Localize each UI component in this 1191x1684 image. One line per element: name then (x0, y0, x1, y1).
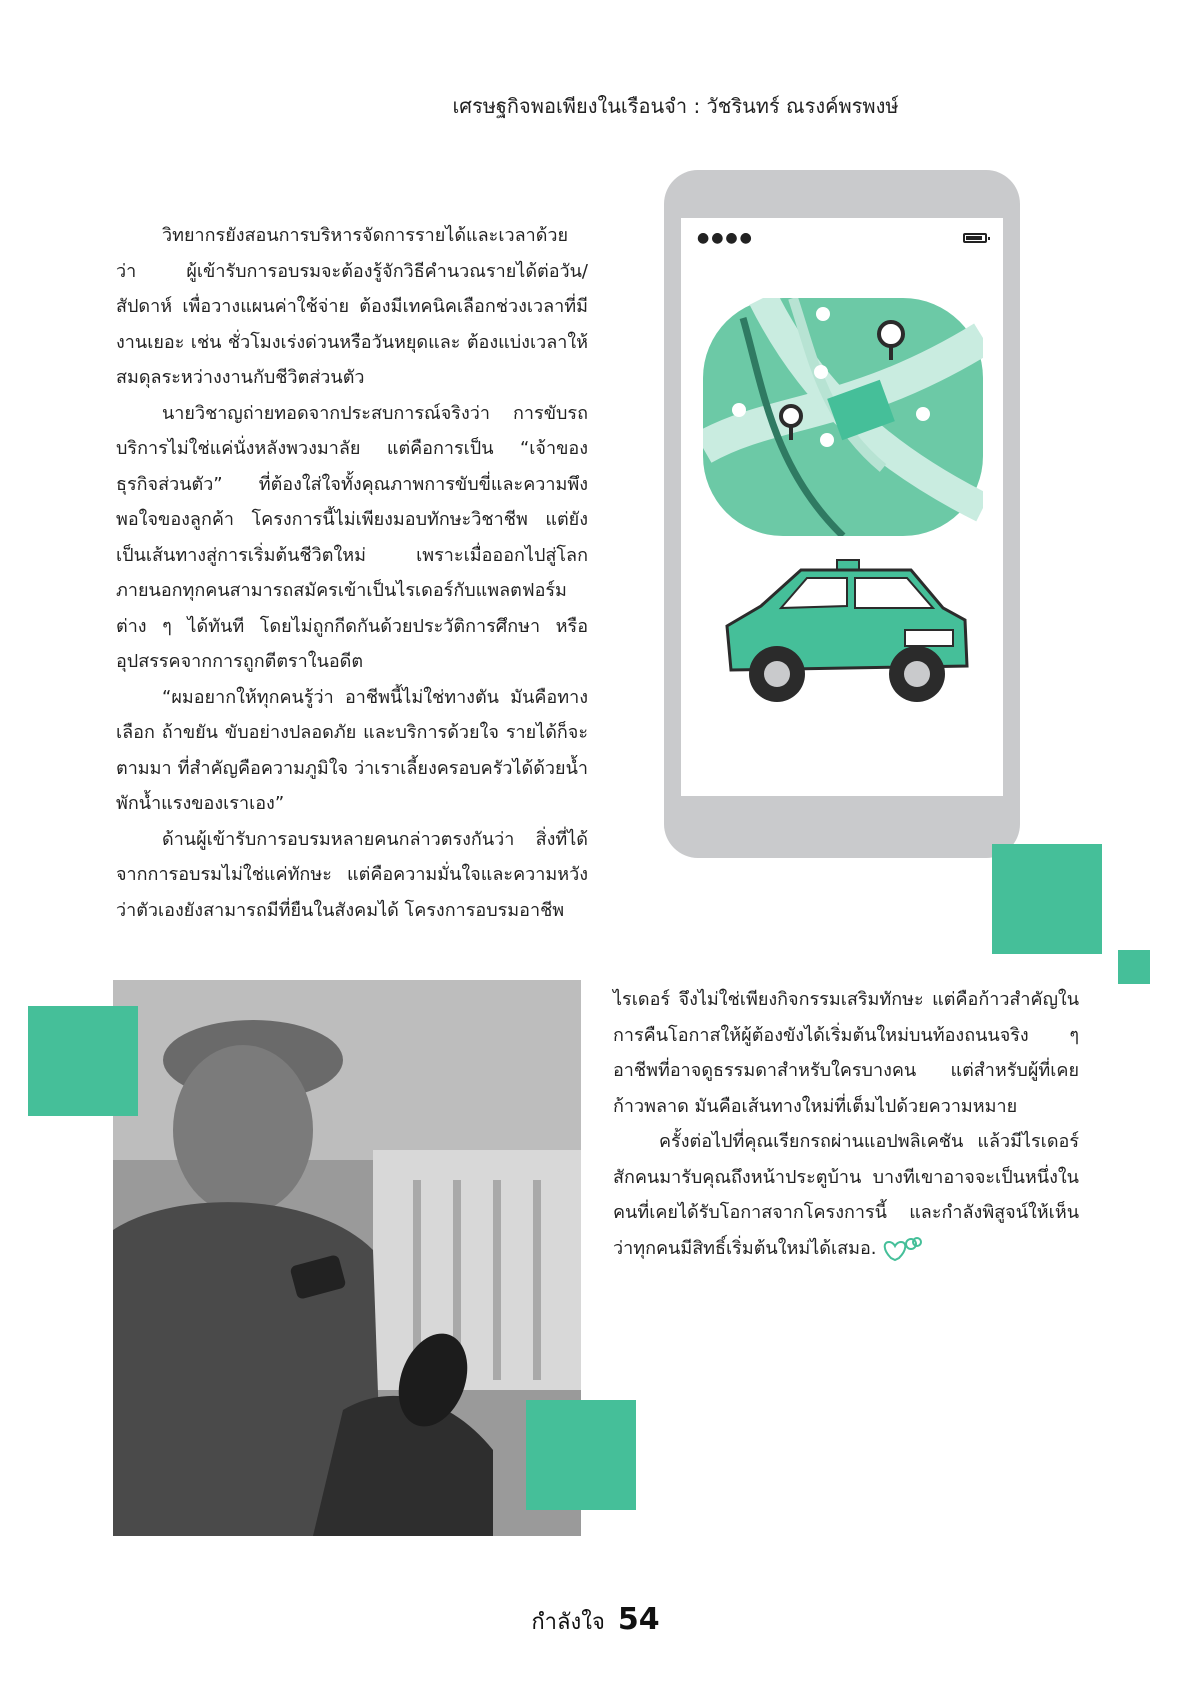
magazine-name: กำลังใจ (531, 1610, 605, 1635)
paragraph: “ผมอยากให้ทุกคนรู้ว่า อาชีพนี้ไม่ใช่ทางตัน มันคือทางเลือก ถ้าขยัน ขับอย่างปลอดภัย และบริการด้วยใจ รายได้ก็จะตามมา ที่สำคัญคือความภูมิใจ ว่าเราเลี้ยงครอบครัวได้ด้วยน้ำพักน้ำแรงของเราเอง” (116, 686, 588, 814)
paragraph: วิทยากรยังสอนการบริหารจัดการรายได้และเวลาด้วยว่า ผู้เข้ารับการอบรมจะต้องรู้จักวิธีคำนวณรายได้ต่อวัน/สัปดาห์ เพื่อวางแผนค่าใช้จ่าย ต้องมีเทคนิคเลือกช่วงเวลาที่มีงานเยอะ เช่น ชั่วโมงเร่งด่วนหรือวันหยุดและ ต้องแบ่งเวลาให้สมดุลระหว่างงานกับชีวิตส่วนตัว (116, 225, 588, 388)
battery-icon (963, 233, 987, 243)
paragraph-text: ครั้งต่อไปที่คุณเรียกรถผ่านแอปพลิเคชัน แล้วมีไรเดอร์สักคนมารับคุณถึงหน้าประตูบ้าน บางทีเขาอาจจะเป็นหนึ่งในคนที่เคยได้รับโอกาสจากโครงการนี้ และกำลังพิสูจน์ให้เห็นว่าทุกคนมีสิทธิ์เริ่มต้นใหม่ได้เสมอ. (613, 1131, 1079, 1259)
decorative-square (1118, 950, 1150, 984)
rider-photo (113, 980, 581, 1536)
right-column (613, 982, 1079, 1266)
paragraph: ไรเดอร์ จึงไม่ใช่เพียงกิจกรรมเสริมทักษะ แต่คือก้าวสำคัญในการคืนโอกาสให้ผู้ต้องขังได้เริ่มต้นใหม่บนท้องถนนจริง ๆ อาชีพที่อาจดูธรรมดาสำหรับใครบางคน แต่สำหรับผู้ที่เคยก้าวพลาด มันคือเส้นทางใหม่ที่เต็มไปด้วยความหมาย (613, 989, 1079, 1117)
running-header (0, 90, 1191, 122)
paragraph: นายวิชาญถ่ายทอดจากประสบการณ์จริงว่า การขับรถบริการไม่ใช่แค่นั่งหลังพวงมาลัย แต่คือการเป็น “เจ้าของธุรกิจส่วนตัว” ที่ต้องใส่ใจทั้งคุณภาพการขับขี่และความพึงพอใจของลูกค้า โครงการนี้ไม่เพียงมอบทักษะวิชาชีพ แต่ยังเป็นเส้นทางสู่การเริ่มต้นชีวิตใหม่ เพราะเมื่อออกไปสู่โลกภายนอกทุกคนสามารถสมัครเข้าเป็นไรเดอร์กับแพลตฟอร์มต่าง ๆ ได้ทันที โดยไม่ถูกกีดกันด้วยประวัติการศึกษา หรืออุปสรรคจากการถูกตีตราในอดีต (116, 402, 588, 672)
phone-illustration (664, 170, 1020, 858)
phone-screen (681, 218, 1003, 796)
left-column (116, 218, 588, 928)
heart-icon (881, 1236, 925, 1262)
decorative-square (992, 844, 1102, 954)
paragraph (613, 1124, 1079, 1266)
decorative-square (526, 1400, 636, 1510)
status-bar (697, 230, 987, 246)
paragraph: ด้านผู้เข้ารับการอบรมหลายคนกล่าวตรงกันว่า สิ่งที่ได้จากการอบรมไม่ใช่แค่ทักษะ แต่คือความมั่นใจและความหวังว่าตัวเองยังสามารถมีที่ยืนในสังคมได้ โครงการอบรมอาชีพ (116, 828, 588, 921)
header-title: เศรษฐกิจพอเพียงในเรือนจำ : วัชรินทร์ ณรงค์พรพงษ์ (452, 94, 899, 118)
page-number: 54 (617, 1602, 660, 1637)
page-footer (0, 1602, 1191, 1639)
taxi-illustration (711, 556, 971, 706)
map-illustration (703, 298, 983, 536)
decorative-square (28, 1006, 138, 1116)
signal-dots-icon: ●●●● (697, 230, 754, 246)
